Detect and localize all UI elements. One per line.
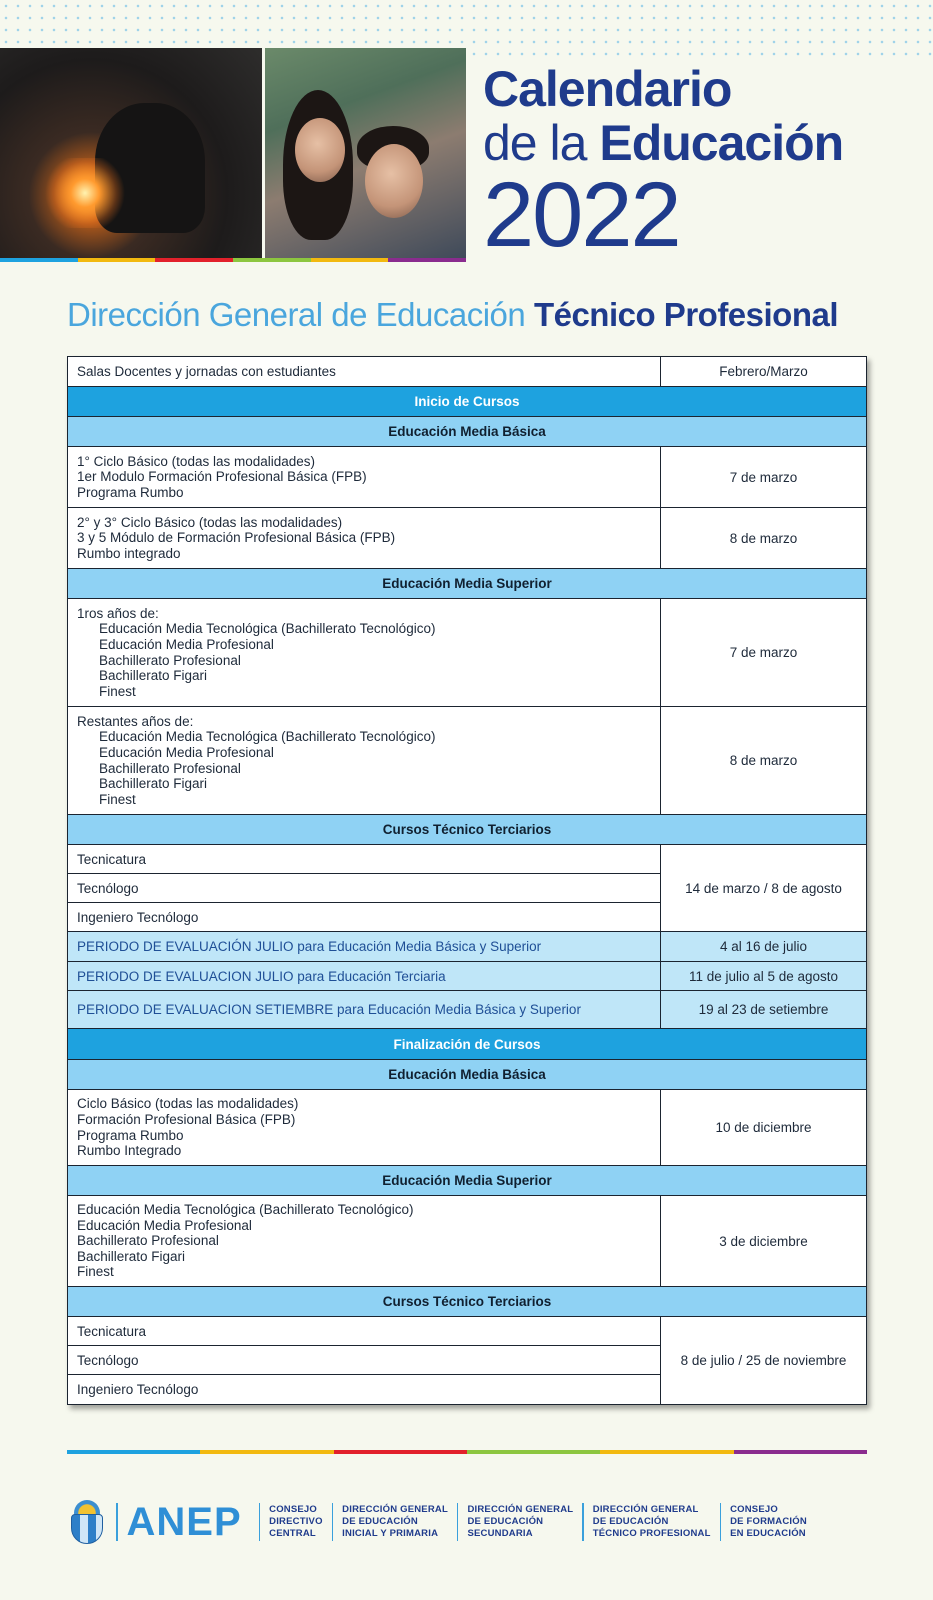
section-title: Inicio de Cursos <box>68 387 867 417</box>
row-lead: Restantes años de: <box>77 713 194 729</box>
row-line: Educación Media Tecnológica (Bachillerato Tecnológico) <box>99 729 436 745</box>
subsection-title: Cursos Técnico Terciarios <box>68 815 867 845</box>
org-line: INICIAL Y PRIMARIA <box>342 1528 439 1539</box>
color-segment <box>311 258 389 262</box>
org-line: DIRECCIÓN GENERAL <box>342 1504 448 1515</box>
org-tecnico-profesional <box>593 1504 711 1540</box>
row-label <box>68 508 661 569</box>
evaluation-label: PERIODO DE EVALUACION JULIO para Educación Terciaria <box>68 962 661 991</box>
subtitle-bold: Técnico Profesional <box>533 296 839 333</box>
row-label: Ingeniero Tecnólogo <box>68 903 661 932</box>
color-segment <box>734 1450 867 1454</box>
color-segment <box>200 1450 333 1454</box>
subsection-title: Cursos Técnico Terciarios <box>68 1287 867 1317</box>
uruguay-seal-icon <box>67 1500 107 1544</box>
org-line: DIRECCIÓN GENERAL <box>592 1504 699 1515</box>
evaluation-label: PERIODO DE EVALUACIÓN JULIO para Educación Media Básica y Superior <box>68 932 661 962</box>
row-line: Educación Media Profesional <box>99 636 274 652</box>
color-segment <box>388 258 466 262</box>
divider <box>116 1503 118 1541</box>
subsection-title: Educación Media Superior <box>68 1166 867 1196</box>
row-label: Salas Docentes y jornadas con estudiantes <box>68 357 661 387</box>
row-lead: 1ros años de: <box>77 605 159 621</box>
row-line: Programa Rumbo <box>77 1127 184 1143</box>
row-line: 2° y 3° Ciclo Básico (todas las modalidades) <box>77 514 343 530</box>
footer-color-bar <box>67 1450 867 1454</box>
row-date: 3 de diciembre <box>661 1196 867 1287</box>
row-line: Bachillerato Figari <box>77 1248 186 1264</box>
page-title <box>483 61 844 266</box>
table-row <box>68 707 867 815</box>
row-label: Tecnólogo <box>68 874 661 903</box>
evaluation-label: PERIODO DE EVALUACION SETIEMBRE para Educación Media Básica y Superior <box>68 991 661 1029</box>
color-segment <box>600 1450 733 1454</box>
row-date: 8 de marzo <box>661 508 867 569</box>
table-row <box>68 1317 867 1346</box>
row-line: Bachillerato Profesional <box>77 1233 219 1249</box>
row-line: Educación Media Profesional <box>99 744 274 760</box>
anep-logo: ANEP <box>126 1499 242 1544</box>
org-line: CENTRAL <box>269 1528 316 1539</box>
welding-photo <box>0 48 262 258</box>
table-row <box>68 1090 867 1166</box>
header-photos <box>0 48 466 262</box>
row-line: Educación Media Profesional <box>77 1217 252 1233</box>
calendar-table <box>67 356 867 1405</box>
evaluation-date: 4 al 16 de julio <box>661 932 867 962</box>
color-segment <box>78 258 156 262</box>
row-line: Educación Media Tecnológica (Bachillerato Tecnológico) <box>99 621 436 637</box>
org-line: DE EDUCACIÓN <box>467 1516 544 1527</box>
title-line-2 <box>483 116 843 170</box>
color-segment <box>334 1450 467 1454</box>
row-label: Tecnólogo <box>68 1346 661 1375</box>
org-line: DE FORMACIÓN <box>730 1516 807 1527</box>
title-line-1: Calendario <box>483 61 732 117</box>
evaluation-date: 11 de julio al 5 de agosto <box>661 962 867 991</box>
divider <box>582 1503 584 1541</box>
color-segment <box>233 258 311 262</box>
row-date: 7 de marzo <box>661 447 867 508</box>
row-line: Finest <box>99 791 136 807</box>
table-row <box>68 599 867 707</box>
divider <box>457 1503 459 1541</box>
org-line: CONSEJO <box>730 1504 778 1515</box>
subsection-header <box>68 569 867 599</box>
row-date: 8 de marzo <box>661 707 867 815</box>
subsection-header <box>68 1166 867 1196</box>
row-label: Tecnicatura <box>68 845 661 874</box>
row-date: 7 de marzo <box>661 599 867 707</box>
sparks <box>40 158 130 228</box>
row-label <box>68 707 661 815</box>
row-label <box>68 1090 661 1166</box>
subsection-title: Educación Media Básica <box>68 1060 867 1090</box>
row-label <box>68 447 661 508</box>
divider <box>259 1503 261 1541</box>
subtitle-light: Dirección General de Educación <box>67 296 526 333</box>
row-label: Ingeniero Tecnólogo <box>68 1375 661 1405</box>
title-line-2-light: de la <box>483 115 587 171</box>
subsection-title: Educación Media Superior <box>68 569 867 599</box>
org-line: TÉCNICO PROFESIONAL <box>592 1528 711 1539</box>
row-line: 3 y 5 Módulo de Formación Profesional Básica (FPB) <box>77 530 396 546</box>
row-line: Bachillerato Profesional <box>99 760 241 776</box>
subsection-header <box>68 1287 867 1317</box>
org-line: DIRECTIVO <box>269 1516 323 1527</box>
row-line: Finest <box>99 683 136 699</box>
subtitle <box>67 296 838 334</box>
evaluation-row <box>68 991 867 1029</box>
row-line: Programa Rumbo <box>77 484 184 500</box>
row-line: Bachillerato Profesional <box>99 652 241 668</box>
row-label <box>68 1196 661 1287</box>
org-line: DIRECCIÓN GENERAL <box>467 1504 574 1515</box>
org-inicial-primaria <box>342 1504 448 1540</box>
row-label <box>68 599 661 707</box>
title-line-2-bold: Educación <box>599 115 844 171</box>
header-color-bar <box>0 258 466 262</box>
table-row <box>68 357 867 387</box>
row-line: Finest <box>77 1264 114 1280</box>
subsection-header <box>68 1060 867 1090</box>
org-secundaria <box>467 1504 573 1540</box>
title-year: 2022 <box>483 164 680 266</box>
students-photo <box>265 48 466 258</box>
evaluation-date: 19 al 23 de setiembre <box>661 991 867 1029</box>
section-header <box>68 1029 867 1060</box>
row-line: 1° Ciclo Básico (todas las modalidades) <box>77 453 316 469</box>
row-date: 14 de marzo / 8 de agosto <box>661 845 867 932</box>
row-date: Febrero/Marzo <box>661 357 867 387</box>
subsection-header <box>68 417 867 447</box>
org-line: EN EDUCACIÓN <box>730 1528 806 1539</box>
org-cdc <box>269 1504 323 1540</box>
evaluation-row <box>68 932 867 962</box>
row-line: Rumbo integrado <box>77 545 181 561</box>
color-segment <box>467 1450 600 1454</box>
table-row <box>68 508 867 569</box>
table-row <box>68 447 867 508</box>
row-label: Tecnicatura <box>68 1317 661 1346</box>
row-line: Rumbo Integrado <box>77 1143 182 1159</box>
row-line: Ciclo Básico (todas las modalidades) <box>77 1096 299 1112</box>
color-segment <box>155 258 233 262</box>
row-line: 1er Modulo Formación Profesional Básica (FPB) <box>77 469 367 485</box>
table-row <box>68 845 867 874</box>
divider <box>332 1503 334 1541</box>
table-row <box>68 1196 867 1287</box>
evaluation-row <box>68 962 867 991</box>
subsection-header <box>68 815 867 845</box>
row-date: 8 de julio / 25 de noviembre <box>661 1317 867 1405</box>
color-segment <box>67 1450 200 1454</box>
row-date: 10 de diciembre <box>661 1090 867 1166</box>
row-line: Bachillerato Figari <box>99 668 208 684</box>
row-line: Formación Profesional Básica (FPB) <box>77 1111 296 1127</box>
row-line: Bachillerato Figari <box>99 776 208 792</box>
color-segment <box>0 258 78 262</box>
org-line: SECUNDARIA <box>467 1528 533 1539</box>
subsection-title: Educación Media Básica <box>68 417 867 447</box>
section-title: Finalización de Cursos <box>68 1029 867 1060</box>
footer-logos <box>67 1497 867 1547</box>
section-header <box>68 387 867 417</box>
org-line: CONSEJO <box>269 1504 317 1515</box>
org-line: DE EDUCACIÓN <box>592 1516 669 1527</box>
row-line: Educación Media Tecnológica (Bachillerato Tecnológico) <box>77 1202 414 1218</box>
divider <box>720 1503 722 1541</box>
org-formacion-educacion <box>730 1504 807 1540</box>
org-line: DE EDUCACIÓN <box>342 1516 418 1527</box>
